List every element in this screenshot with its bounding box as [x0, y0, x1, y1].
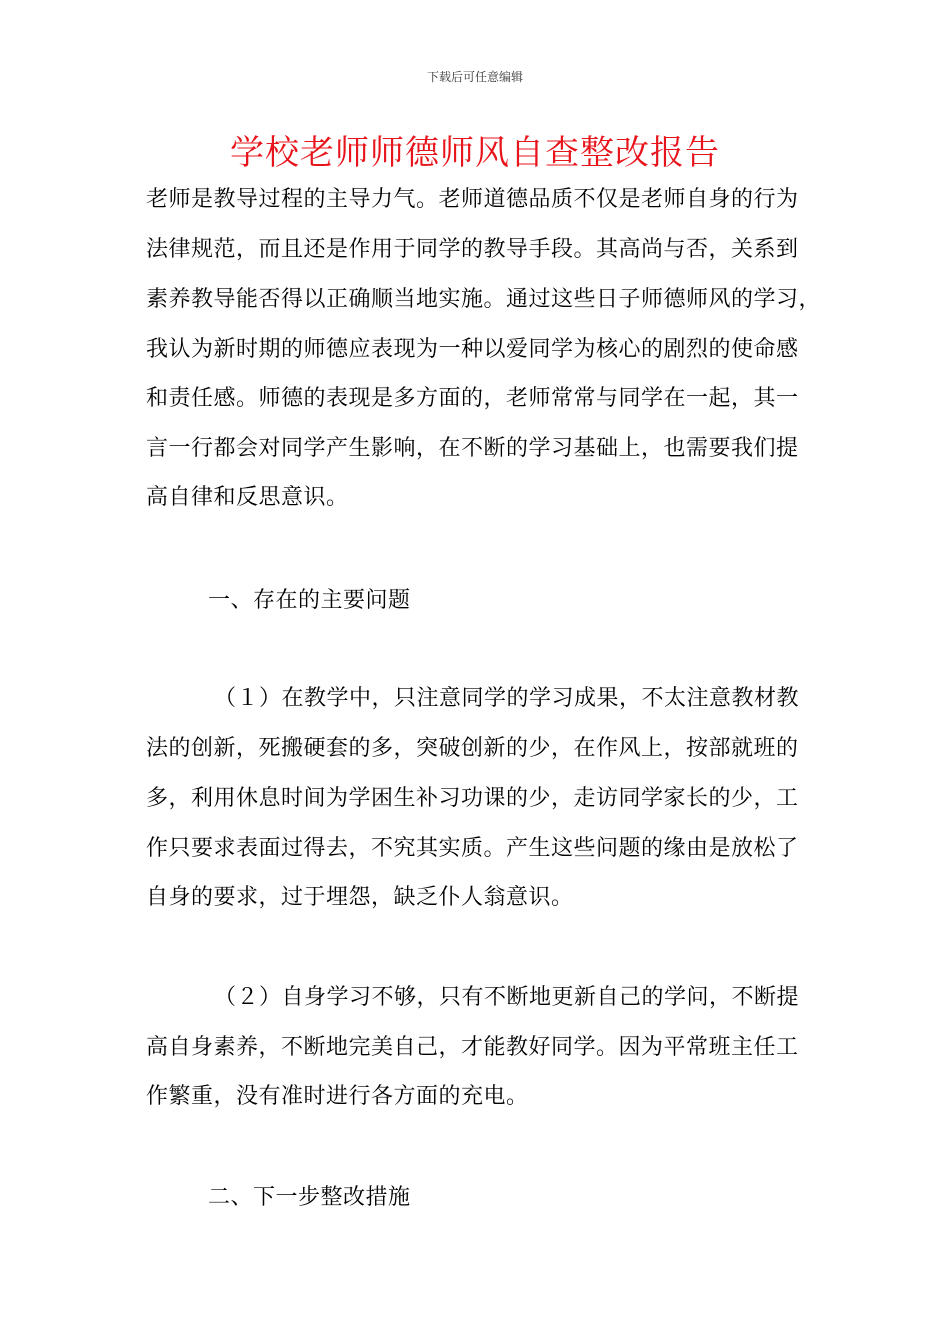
- item-line: 作只要求表面过得去，不究其实质。产生这些问题的缘由是放松了: [146, 836, 799, 861]
- item-line: 作繁重，没有准时进行各方面的充电。: [146, 1084, 529, 1109]
- intro-line: 言一行都会对同学产生影响，在不断的学习基础上，也需要我们提: [146, 436, 799, 461]
- section-heading-measures: 二、下一步整改措施: [208, 1185, 411, 1210]
- item-line: 多，利用休息时间为学困生补习功课的少，走访同学家长的少，工: [146, 786, 799, 811]
- intro-line: 老师是教导过程的主导力气。老师道德品质不仅是老师自身的行为: [146, 187, 799, 212]
- item-line: 法的创新，死搬硬套的多，突破创新的少，在作风上，按部就班的: [146, 736, 799, 761]
- item-line: 高自身素养，不断地完美自己，才能教好同学。因为平常班主任工: [146, 1035, 799, 1060]
- intro-line: 法律规范，而且还是作用于同学的教导手段。其高尚与否，关系到: [146, 237, 799, 262]
- item-line: （２）自身学习不够，只有不断地更新自己的学问，不断提: [214, 985, 800, 1010]
- section-heading-problems: 一、存在的主要问题: [208, 588, 411, 613]
- item-line: 自身的要求，过于埋怨，缺乏仆人翁意识。: [146, 885, 574, 910]
- header-note: 下载后可任意编辑: [426, 70, 523, 84]
- intro-line: 高自律和反思意识。: [146, 485, 349, 510]
- document-title: 学校老师师德师风自查整改报告: [230, 133, 720, 173]
- intro-line: 我认为新时期的师德应表现为一种以爱同学为核心的剧烈的使命感: [146, 337, 799, 362]
- item-line: （１）在教学中，只注意同学的学习成果，不太注意教材教: [214, 686, 800, 711]
- intro-line: 素养教导能否得以正确顺当地实施。通过这些日子师德师风的学习，: [146, 287, 822, 312]
- intro-line: 和责任感。师德的表现是多方面的，老师常常与同学在一起，其一: [146, 386, 799, 411]
